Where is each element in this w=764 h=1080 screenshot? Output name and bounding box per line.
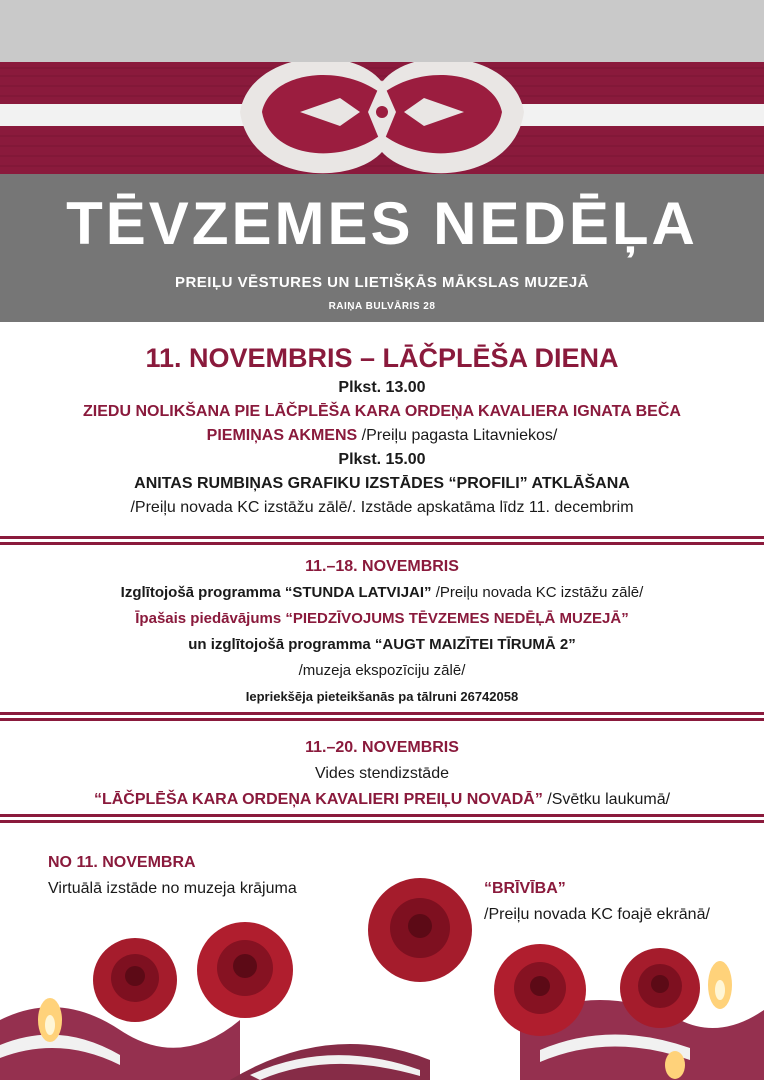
event-title: TĒVZEMES NEDĒĻA: [66, 190, 698, 257]
title-banner: [0, 174, 764, 322]
top-gray-band: [0, 0, 764, 62]
section-nov-11: [0, 340, 764, 520]
exhibition-name: “LĀČPLĒŠA KARA ORDEŅA KAVALIERI PREIĻU NOVADĀ”: [93, 791, 543, 808]
museum-address: RAIŅA BULVĀRIS 28: [328, 301, 436, 312]
woven-ribbon-with-beaded-brooch: [0, 62, 764, 174]
event-name: ANITAS RUMBIŅAS GRAFIKU IZSTĀDES “PROFILI” ATKLĀŠANA: [134, 475, 630, 492]
time-label: Plkst. 13.00: [338, 379, 426, 396]
time-label: Plkst. 15.00: [338, 451, 426, 468]
exhibition-name: “BRĪVĪBA”: [484, 880, 566, 897]
booking-phone: Iepriekšēja pieteikšanās pa tālruni 26742058: [245, 689, 519, 704]
museum-name: PREIĻU VĒSTURES UN LIETIŠĶĀS MĀKSLAS MUZEJĀ: [174, 274, 590, 291]
event-note: /Preiļu novada KC izstāžu zālē/. Izstāde apskatāma līdz 11. decembrim: [130, 499, 634, 516]
section-divider: [0, 814, 764, 823]
section-date: 11.–18. NOVEMBRIS: [305, 558, 459, 575]
section-date: NO 11. NOVEMBRA: [48, 854, 196, 871]
event-name: PIEMIŅAS AKMENS: [206, 427, 358, 444]
section-heading: 11. NOVEMBRIS – LĀČPLĒŠA DIENA: [145, 343, 619, 373]
section-divider: [0, 536, 764, 545]
event-location: /Preiļu pagasta Litavniekos/: [357, 427, 558, 444]
section-date: 11.–20. NOVEMBRIS: [305, 739, 459, 756]
program-label: Izglītojošā programma: [120, 584, 285, 601]
exhibition-description: Virtuālā izstāde no muzeja krājuma: [48, 880, 297, 897]
event-name: ZIEDU NOLIKŠANA PIE LĀČPLĒŠA KARA ORDEŅA KAVALIERA IGNATA BEČA: [83, 403, 681, 420]
offer-name: “PIEDZĪVOJUMS TĒVZEMES NEDĒĻĀ MUZEJĀ”: [285, 610, 629, 627]
exhibition-location: /Svētku laukumā/: [542, 791, 671, 808]
section-divider: [0, 712, 764, 721]
program-name: “AUGT MAIZĪTEI TĪRUMĀ 2”: [374, 636, 576, 653]
program-location: /Preiļu novada KC izstāžu zālē/: [431, 584, 644, 601]
program-location: /muzeja ekspozīciju zālē/: [298, 662, 466, 679]
program-name: “STUNDA LATVIJAI”: [284, 584, 432, 601]
exhibition-location: /Preiļu novada KC foajē ekrānā/: [484, 906, 710, 923]
offer-label: Īpašais piedāvājums: [135, 610, 286, 627]
program-label: un izglītojošā programma: [188, 636, 375, 653]
exhibition-type: Vides stendizstāde: [314, 765, 449, 782]
section-nov-11-20: [0, 735, 764, 813]
section-from-nov-11: [0, 850, 764, 1080]
section-nov-11-18: [0, 554, 764, 710]
